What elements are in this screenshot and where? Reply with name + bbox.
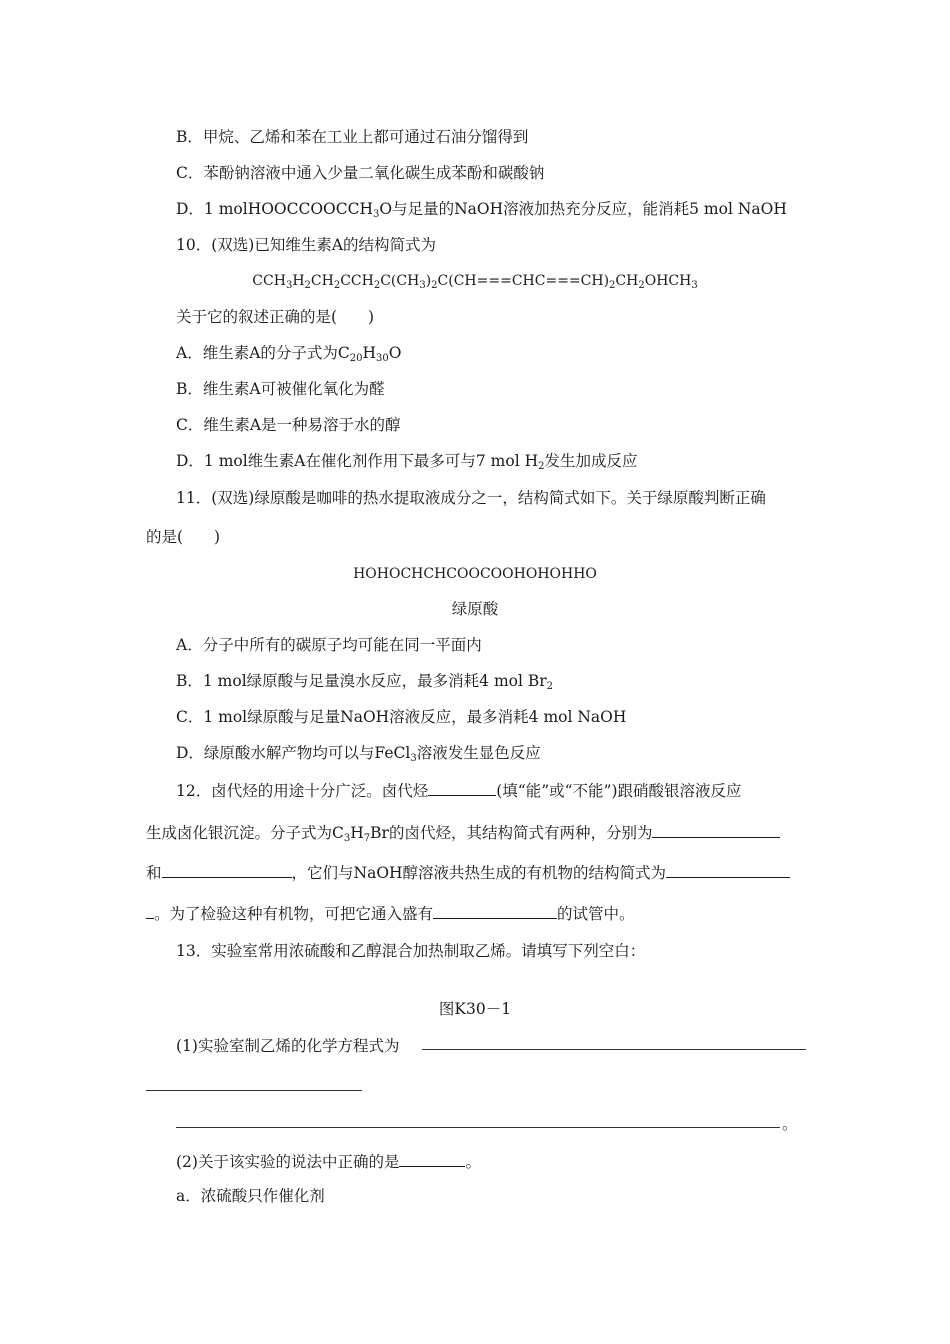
formula-part: OHCH: [644, 273, 692, 289]
text: (填“能”或“不能”)跟硝酸银溶液反应: [496, 782, 742, 800]
q13-part-2-option-a: a．浓硫酸只作催化剂: [176, 1187, 325, 1205]
q13-title: 13．实验室常用浓硫酸和乙醇混合加热制取乙烯。请填写下列空白：: [176, 942, 646, 960]
text: ，它们与NaOH醇溶液共热生成的有机物的结构简式为: [291, 864, 667, 882]
text: 溶液发生显色反应: [416, 744, 541, 762]
q12-line-4: [146, 903, 635, 924]
q12-line-1: [176, 780, 742, 801]
q13-part-2: [176, 1151, 481, 1172]
text: Br的卤代烃，其结构简式有两种，分别为: [370, 824, 653, 842]
subscript: 20: [349, 353, 363, 364]
q9-option-b: B．甲烷、乙烯和苯在工业上都可通过石油分馏得到: [176, 128, 529, 146]
answer-blank[interactable]: [399, 1151, 465, 1167]
text: O: [388, 344, 402, 362]
q11-title-cont: 的是( ): [146, 528, 221, 546]
formula-part: CH: [615, 273, 639, 289]
text: 和: [146, 864, 162, 882]
text: 。: [465, 1153, 481, 1171]
answer-blank[interactable]: [428, 780, 496, 796]
formula-part: C(CH===CHC===CH): [437, 273, 610, 289]
answer-blank[interactable]: [146, 903, 154, 919]
q11-compound-name: 绿原酸: [451, 600, 499, 618]
text: H: [350, 824, 364, 842]
subscript: 2: [546, 681, 554, 692]
text: 。为了检验这种有机物，可把它通入盛有: [154, 905, 434, 923]
answer-rule[interactable]: [176, 1127, 780, 1128]
subscript: 3: [419, 280, 426, 291]
text: D．绿原酸水解产物均可以与FeCl: [176, 744, 411, 762]
q10-formula: [0, 271, 950, 291]
formula-part: ): [425, 273, 432, 289]
subscript: 2: [609, 280, 616, 291]
text: 生成卤化银沉淀。分子式为C: [146, 824, 344, 842]
q9-option-d: [176, 199, 787, 219]
subscript: 2: [538, 461, 545, 472]
q11-option-a: A．分子中所有的碳原子均可能在同一平面内: [176, 636, 482, 654]
answer-rule[interactable]: [422, 1049, 806, 1050]
q12-line-2: [146, 822, 780, 843]
q10-option-c: C．维生素A是一种易溶于水的醇: [176, 416, 401, 434]
subscript: 3: [410, 753, 417, 764]
q13-part-1: (1)实验室制乙烯的化学方程式为: [176, 1037, 400, 1055]
text: 的试管中。: [557, 905, 635, 923]
q10-option-b: B．维生素A可被催化氧化为醛: [176, 380, 385, 398]
q11-title: 11．(双选)绿原酸是咖啡的热水提取液成分之一，结构简式如下。关于绿原酸判断正确: [176, 489, 766, 507]
q9-option-c: C．苯酚钠溶液中通入少量二氧化碳生成苯酚和碳酸钠: [176, 164, 545, 182]
text: B．1 mol绿原酸与足量溴水反应，最多消耗4 mol Br: [176, 672, 547, 690]
q12-line-3: [146, 862, 790, 883]
subscript: 3: [343, 833, 351, 844]
answer-blank[interactable]: [652, 822, 780, 838]
q11-formula: HOHOCHCHCOOCOOHOHOHHO: [353, 566, 597, 582]
answer-blank[interactable]: [162, 862, 292, 878]
text: O与足量的NaOH溶液加热充分反应，能消耗5 mol NaOH: [379, 200, 787, 218]
formula-part: H: [292, 273, 305, 289]
subscript: 3: [691, 280, 698, 291]
text: H: [362, 344, 377, 362]
subscript: 7: [363, 833, 371, 844]
text: D．1 mol维生素A在催化剂作用下最多可与7 mol H: [176, 452, 539, 470]
subscript: 2: [304, 280, 311, 291]
q11-option-c: C．1 mol绿原酸与足量NaOH溶液反应，最多消耗4 mol NaOH: [176, 708, 627, 726]
text: (2)关于该实验的说法中正确的是: [176, 1153, 400, 1171]
answer-blank[interactable]: [666, 862, 790, 878]
q10-option-d: [176, 451, 638, 471]
subscript: 2: [638, 280, 645, 291]
subscript: 2: [373, 280, 381, 291]
formula-part: CCH: [340, 273, 374, 289]
q10-question: 关于它的叙述正确的是( ): [176, 308, 375, 326]
text: A．维生素A的分子式为C: [176, 344, 350, 362]
subscript: 2: [431, 280, 438, 291]
formula-part: CCH: [252, 273, 286, 289]
formula-part: CH: [310, 273, 334, 289]
formula-part: C(CH: [380, 273, 420, 289]
q10-option-a: [176, 343, 401, 363]
subscript: 3: [373, 209, 380, 220]
answer-blank[interactable]: [433, 903, 557, 919]
text: D．1 molHOOCCOOCCH: [176, 200, 374, 218]
q13-part-1-end: 。: [782, 1115, 798, 1133]
figure-caption: 图K30－1: [438, 1000, 512, 1018]
text: 12．卤代烃的用途十分广泛。卤代烃: [176, 782, 429, 800]
q11-option-b: [176, 671, 553, 691]
q11-option-d: [176, 743, 541, 763]
subscript: 2: [333, 280, 341, 291]
answer-rule[interactable]: [146, 1090, 362, 1091]
subscript: 3: [285, 280, 293, 291]
subscript: 30: [376, 353, 389, 364]
q10-title: 10．(双选)已知维生素A的结构简式为: [176, 236, 437, 254]
text: 发生加成反应: [544, 452, 638, 470]
